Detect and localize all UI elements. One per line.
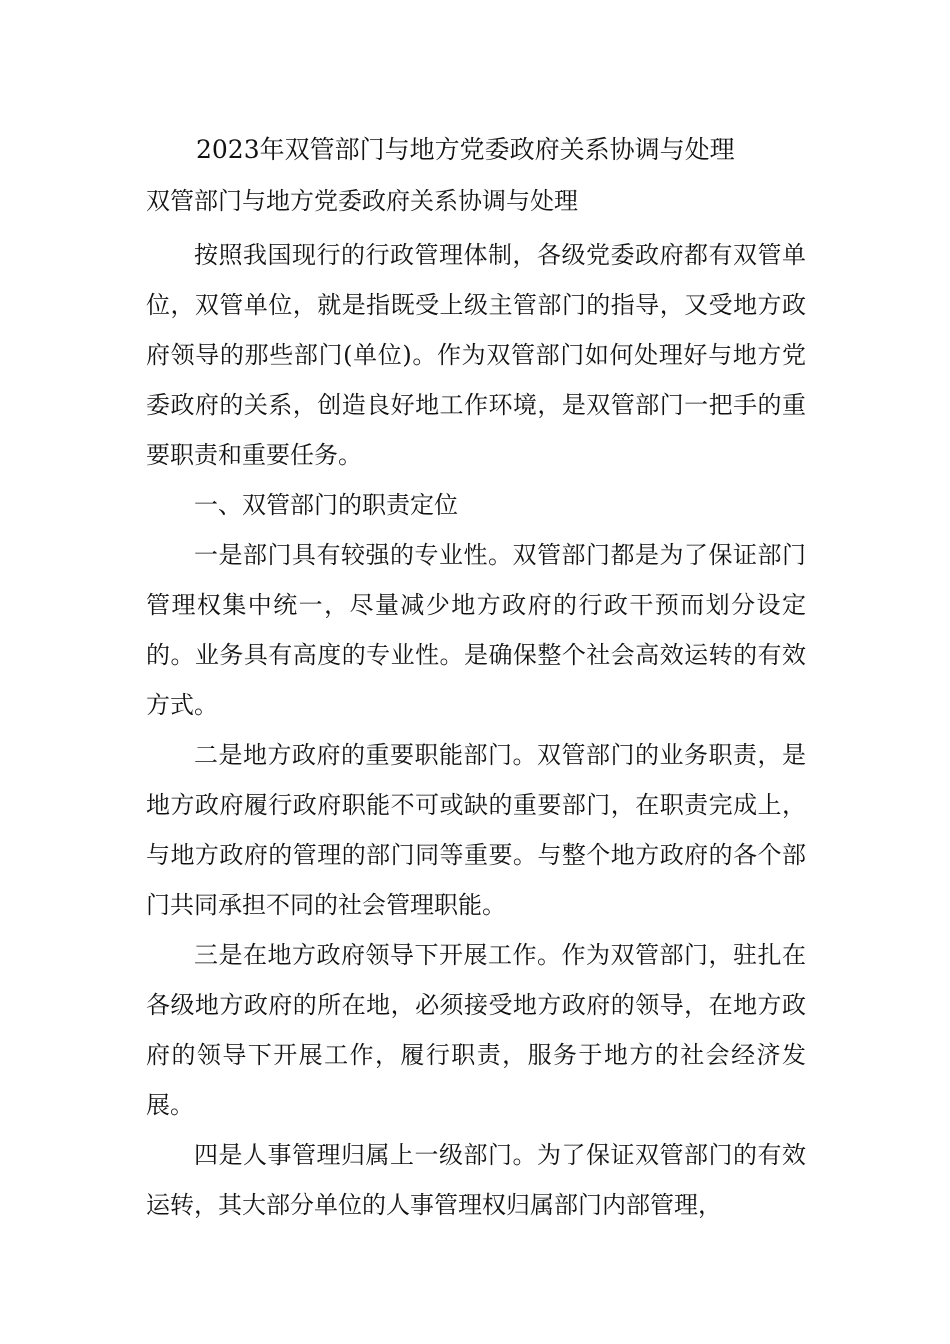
point-4-paragraph: 四是人事管理归属上一级部门。为了保证双管部门的有效运转，其大部分单位的人事管理权归属部门内部管理， — [146, 1141, 806, 1219]
document-subtitle: 双管部门与地方党委政府关系协调与处理 — [146, 187, 578, 215]
point-2-paragraph: 二是地方政府的重要职能部门。双管部门的业务职责，是地方政府履行政府职能不可或缺的重要部门，在职责完成上，与地方政府的管理的部门同等重要。与整个地方政府的各个部门共同承担不同的社会管理职能。 — [146, 741, 806, 919]
document-body — [146, 230, 806, 1230]
section-heading: 一、双管部门的职责定位 — [194, 491, 458, 519]
point-3-paragraph: 三是在地方政府领导下开展工作。作为双管部门，驻扎在各级地方政府的所在地，必须接受地方政府的领导，在地方政府的领导下开展工作，履行职责，服务于地方的社会经济发展。 — [146, 941, 806, 1119]
document-title: 2023年双管部门与地方党委政府关系协调与处理 — [196, 135, 735, 164]
intro-paragraph: 按照我国现行的行政管理体制，各级党委政府都有双管单位，双管单位，就是指既受上级主管部门的指导，又受地方政府领导的那些部门(单位)。作为双管部门如何处理好与地方党委政府的关系，创造良好地工作环境，是双管部门一把手的重要职责和重要任务。 — [146, 241, 806, 469]
point-1-paragraph: 一是部门具有较强的专业性。双管部门都是为了保证部门管理权集中统一，尽量减少地方政府的行政干预而划分设定的。业务具有高度的专业性。是确保整个社会高效运转的有效方式。 — [146, 541, 806, 719]
